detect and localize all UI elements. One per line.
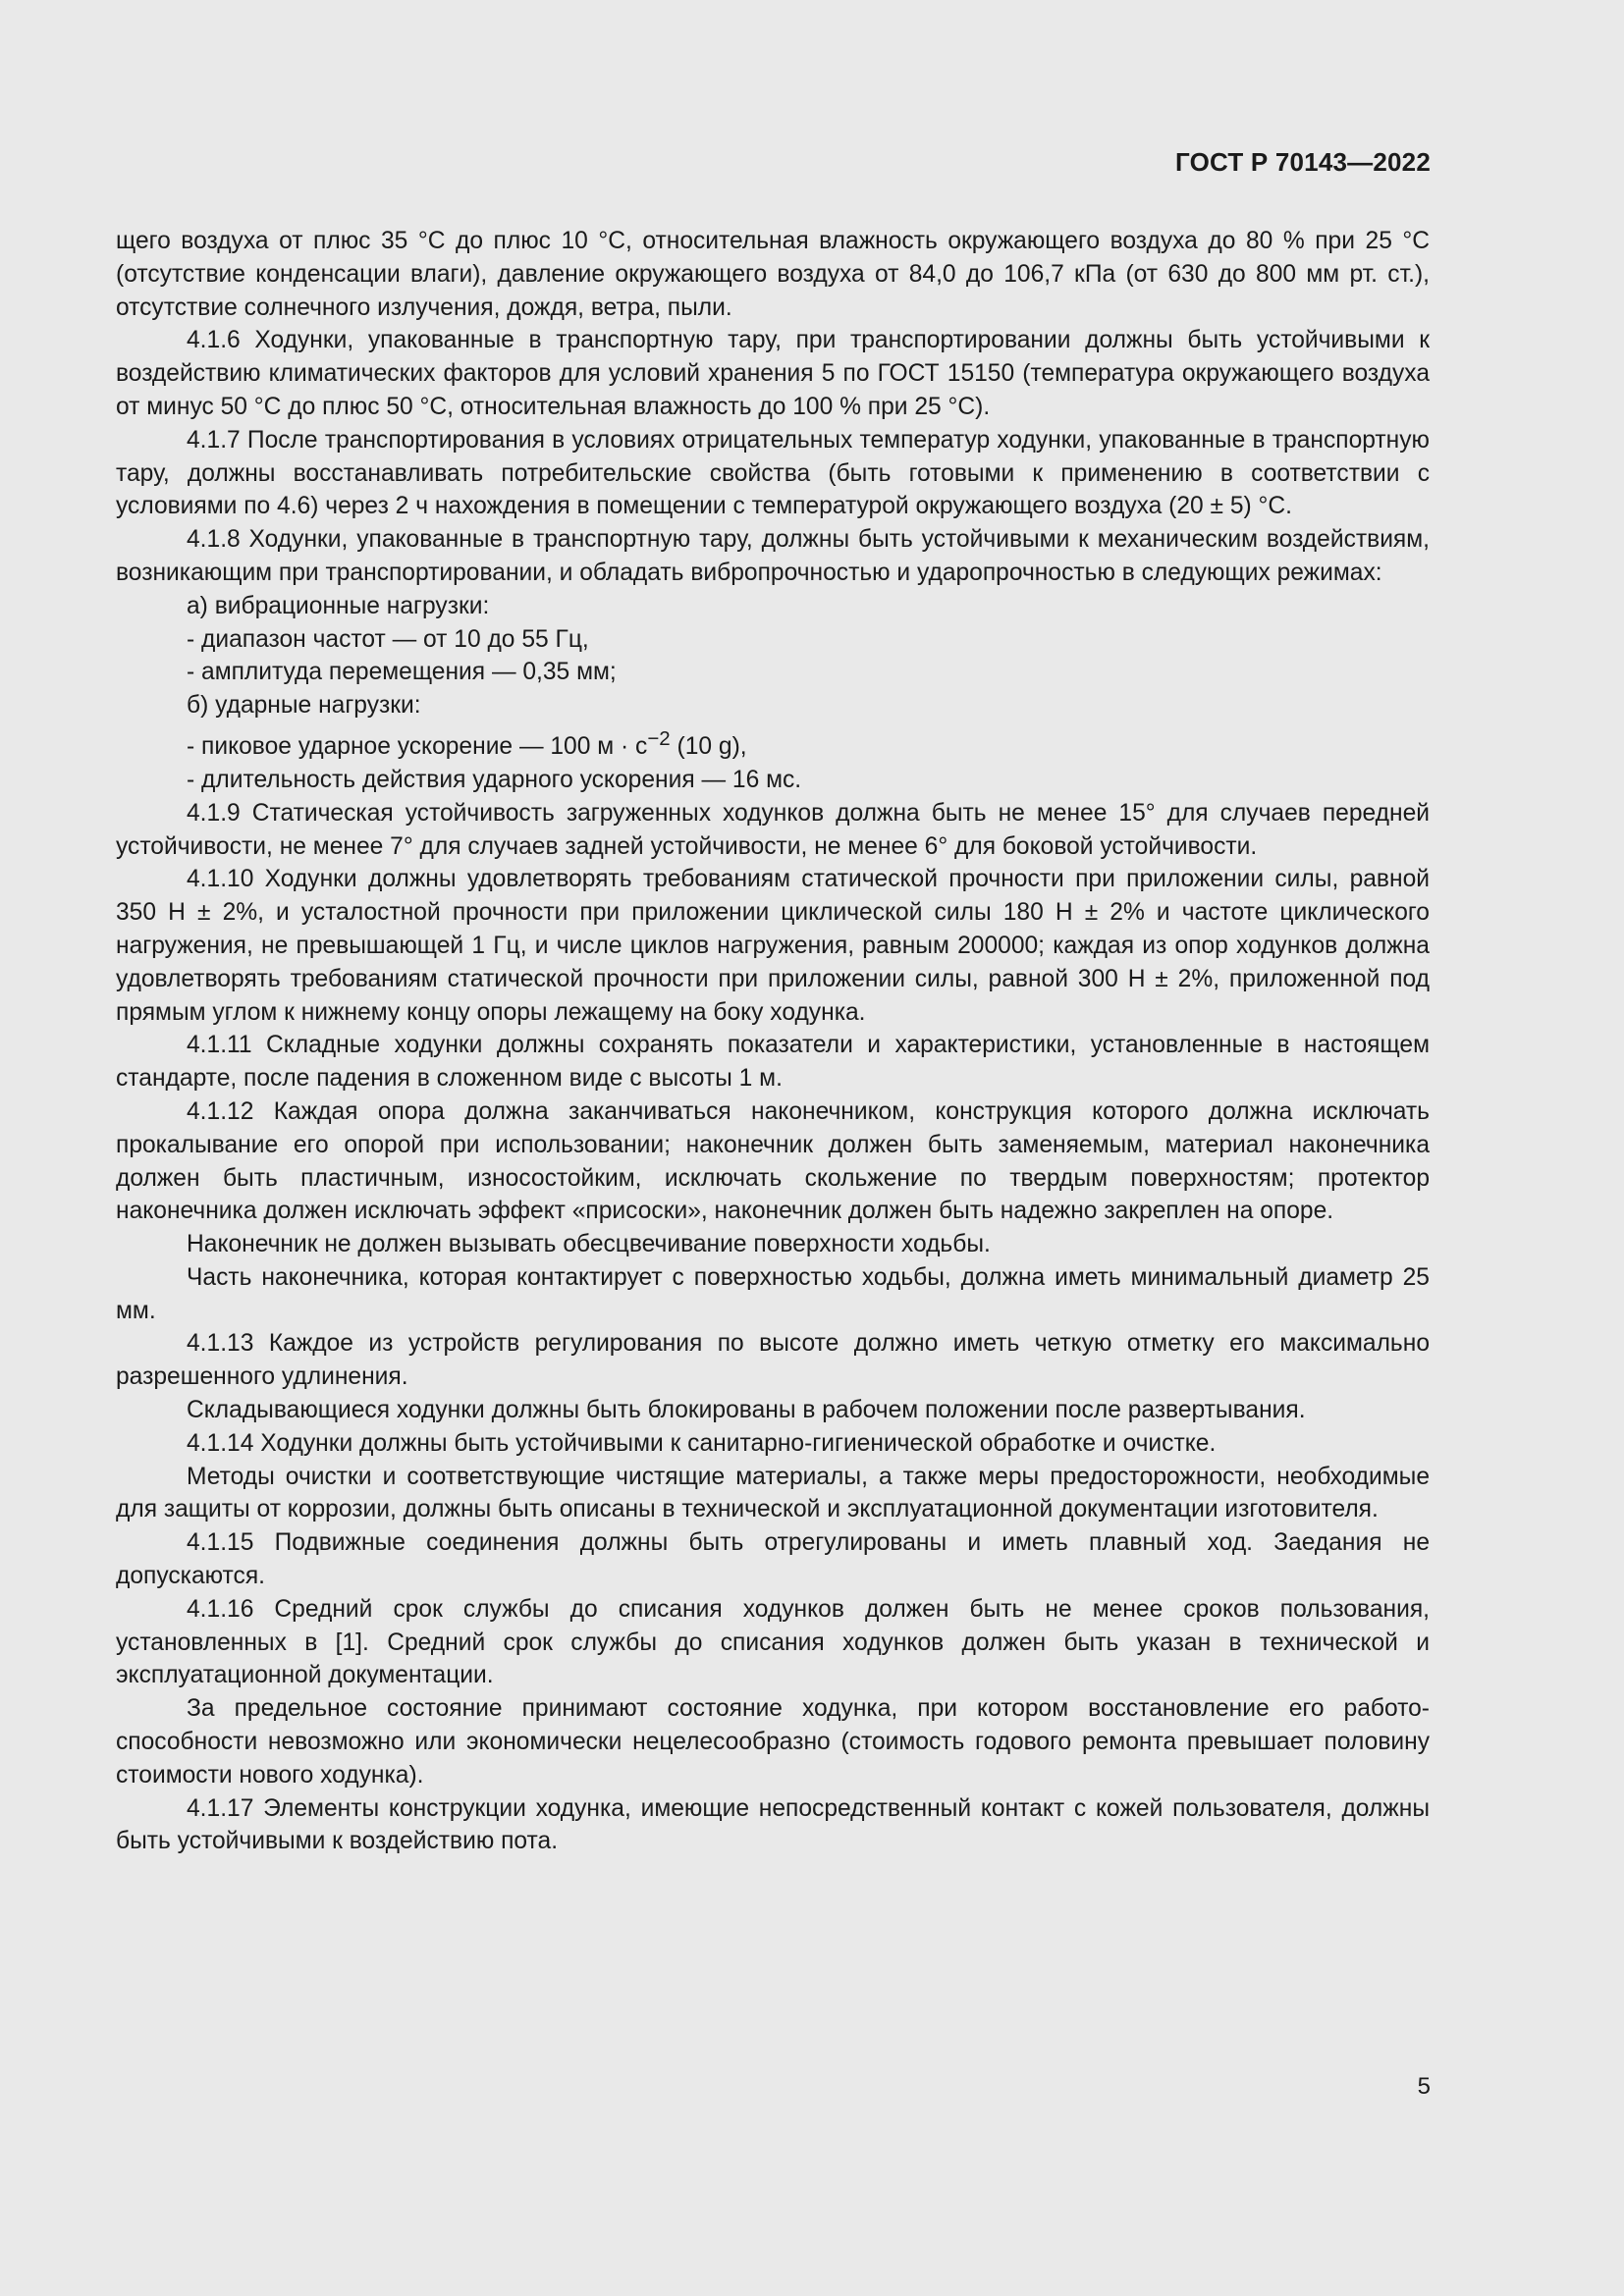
paragraph: За предельное состояние принимают состояние ходунка, при котором восстановление его работоспособности невозможно или экономически нецелесообразно (стоимость годового ремонта превышает половину стоимости нового ходунка). [116, 1695, 1430, 1789]
paragraph: 4.1.15 Подвижные соединения должны быть отрегулированы и иметь плавный ход. Заедания не допускаются. [116, 1529, 1430, 1590]
document-body [116, 225, 1430, 1858]
list-item: - диапазон частот — от 10 до 55 Гц, [187, 625, 589, 653]
list-item: б) ударные нагрузки: [187, 692, 421, 720]
paragraph: 4.1.14 Ходунки должны быть устойчивыми к санитарно-гигиенической обработке и очистке. [187, 1429, 1217, 1457]
paragraph: Часть наконечника, которая контактирует с поверхностью ходьбы, должна иметь минимальный диаметр 25 мм. [116, 1263, 1430, 1324]
paragraph: Складывающиеся ходунки должны быть блокированы в рабочем положении после развертывания. [187, 1397, 1306, 1424]
superscript: −2 [647, 726, 671, 750]
paragraph: Наконечник не должен вызывать обесцвечивание поверхности ходьбы. [187, 1231, 991, 1258]
list-item: - длительность действия ударного ускорения — 16 мс. [187, 766, 802, 793]
paragraph: 4.1.17 Элементы конструкции ходунка, имеющие непосредственный контакт с кожей пользователя, должны быть устойчивыми к воздействию пота. [116, 1794, 1430, 1855]
paragraph: 4.1.8 Ходунки, упакованные в транспортную тару, должны быть устойчивыми к механическим воздействиям, возникающим при транспортировании, и обладать вибропрочностью и ударопрочностью в следующих режимах: [116, 526, 1430, 586]
paragraph: 4.1.11 Складные ходунки должны сохранять показатели и характеристики, установленные в настоящем стандарте, после падения в сложенном виде с высоты 1 м. [116, 1032, 1430, 1093]
paragraph: 4.1.12 Каждая опора должна заканчиваться наконечником, конструкция которого должна исключать прокалывание его опорой при использовании; наконечник должен быть заменяемым, материал наконечника должен быть пластичным, износостойким, исключать скольжение по твердым поверхностям; протектор наконечника должен исключать эффект «присоски», наконечник должен быть надежно закреплен на опоре. [116, 1097, 1430, 1225]
list-item-text: - пиковое ударное ускорение — 100 м · с [187, 733, 648, 761]
paragraph: 4.1.6 Ходунки, упакованные в транспортную тару, при транспортировании должны быть устойчивыми к воздействию климатических факторов для условий хранения 5 по ГОСТ 15150 (температура окружающего воздуха от минус 50 °С до плюс 50 °С, относительная влажность до 100 % при 25 °С). [116, 327, 1430, 420]
paragraph: щего воздуха от плюс 35 °С до плюс 10 °С, относительная влажность окружающего воздуха до 80 % при 25 °С (отсутствие конденсации влаги), давление окружающего воздуха от 84,0 до 106,7 кПа (от 630 до 800 мм рт. ст.), отсутствие солнечного излучения, дождя, ветра, пыли. [116, 228, 1430, 321]
paragraph: 4.1.13 Каждое из устройств регулирования по высоте должно иметь четкую отметку его максимально разрешенного удлинения. [116, 1330, 1430, 1391]
list-item-text: (10 g), [670, 733, 747, 761]
paragraph: 4.1.16 Средний срок службы до списания ходунков должен быть не менее сроков пользования, установленных в [1]. Средний срок службы до списания ходунков должен быть указан в технической и эксплуатационной документации. [116, 1595, 1430, 1689]
page-number: 5 [1417, 2073, 1431, 2100]
paragraph: 4.1.10 Ходунки должны удовлетворять требованиям статической прочности при приложении силы, равной 350 Н ± 2%, и усталостной прочности при приложении циклической силы 180 Н ± 2% и частоте циклического нагружения, не превышающей 1 Гц, и числе циклов нагружения, равным 200000; каждая из опор ходунков должна удовлетворять требованиям статической прочности при приложении силы, равной 300 Н ± 2%, приложенной под прямым углом к нижнему концу опоры лежащему на боку ходунка. [116, 866, 1430, 1026]
paragraph: 4.1.9 Статическая устойчивость загруженных ходунков должна быть не менее 15° для случаев передней устойчивости, не менее 7° для случаев задней устойчивости, не менее 6° для боковой устойчивости. [116, 799, 1430, 860]
list-item: - амплитуда перемещения — 0,35 мм; [187, 659, 617, 686]
paragraph: Методы очистки и соответствующие чистящие материалы, а также меры предосторожности, необходимые для защиты от коррозии, должны быть описаны в технической и эксплуатационной документации изготовителя. [116, 1463, 1430, 1523]
document-header: ГОСТ Р 70143—2022 [1175, 147, 1431, 177]
list-item: а) вибрационные нагрузки: [187, 592, 490, 619]
paragraph: 4.1.7 После транспортирования в условиях отрицательных температур ходунки, упакованные в транспортную тару, должны восстанавливать потребительские свойства (быть готовыми к применению в соответствии с условиями по 4.6) через 2 ч нахождения в помещении с температурой окружающего воздуха (20 ± 5) °С. [116, 426, 1430, 520]
list-item [116, 722, 1430, 764]
